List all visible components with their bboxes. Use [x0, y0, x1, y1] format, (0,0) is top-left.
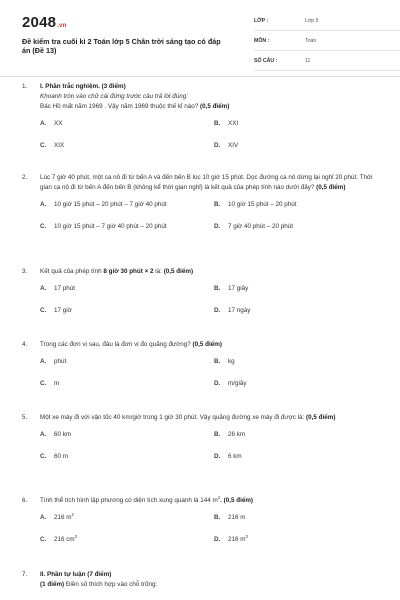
meta-key: SỐ CÂU : [254, 58, 278, 64]
question-6 [22, 496, 382, 553]
question-number: 4. [22, 341, 28, 348]
question-number: 7. [22, 571, 28, 578]
option-c[interactable]: C. 216 $cm^3$ [40, 533, 77, 543]
section-heading: I. Phần trắc nghiệm. (3 điểm) [40, 83, 126, 90]
question-expression: 8 giờ 30 phút × 2 [103, 268, 154, 275]
option-d[interactable]: D. 7 giờ 40 phút – 20 phút [214, 223, 294, 230]
meta-key: LỚP : [254, 18, 269, 24]
meta-row-class [254, 16, 400, 31]
question-5 [22, 413, 382, 470]
option-a[interactable]: A. phút [40, 358, 67, 365]
question-number: 3. [22, 268, 28, 275]
question-points: (0,5 điểm) [163, 268, 194, 275]
question-4 [22, 340, 382, 397]
option-a[interactable]: A. 216 $m^2$ [40, 511, 74, 521]
question-7 [22, 570, 382, 590]
option-a[interactable]: A. 17 phút [40, 285, 76, 292]
question-text: Tính thể tích hình lập phương có diện tích xung quanh là 144 m [40, 497, 218, 504]
meta-value: Lớp 5 [305, 18, 319, 24]
meta-row-count [254, 56, 400, 71]
question-text: Trong các đơn vị sau, đâu là đơn vị đo quãng đường? [40, 341, 191, 348]
exam-meta [254, 16, 400, 76]
question-points: . (0,5 điểm) [220, 497, 254, 504]
option-b[interactable]: B. 26 km [214, 431, 246, 438]
question-points: (0,5 điểm) [192, 341, 222, 348]
answer-options [40, 357, 382, 397]
logo-text: 2048 [22, 14, 57, 31]
answer-options [40, 119, 382, 159]
question-number: 2. [22, 174, 28, 181]
question-number: 1. [22, 83, 28, 90]
option-b[interactable]: B. 10 giờ 15 phút – 20 phút [214, 201, 297, 208]
answer-options [40, 200, 382, 240]
site-logo[interactable] [22, 14, 66, 31]
option-c[interactable]: C. XIX [40, 142, 65, 149]
option-d[interactable]: D. 6 km [214, 453, 242, 460]
meta-value: 11 [305, 58, 311, 64]
question-text: Kết quả của phép tính [40, 268, 104, 275]
option-c[interactable]: C. 60 m [40, 453, 68, 460]
question-2 [22, 173, 382, 240]
meta-key: MÔN : [254, 38, 270, 44]
logo-suffix: .vn [57, 23, 67, 29]
question-text-end: là: [153, 268, 164, 275]
option-b[interactable]: B. kg [214, 358, 235, 365]
question-points: (1 điểm) [40, 581, 65, 588]
question-1 [22, 82, 382, 159]
answer-options [40, 284, 382, 324]
question-points: (0,5 điểm) [316, 184, 346, 191]
option-c[interactable]: C. m [40, 380, 60, 387]
option-d[interactable]: D. 216 $m^3$ [214, 533, 248, 543]
question-number: 5. [22, 414, 28, 421]
option-a[interactable]: A. XX [40, 120, 63, 127]
option-c[interactable]: C. 10 giờ 15 phút – 7 giờ 40 phút – 20 phút [40, 223, 167, 230]
option-d[interactable]: D. XIV [214, 142, 239, 149]
option-d[interactable]: D. 17 ngày [214, 307, 251, 314]
instruction-text: Khoanh tròn vào chữ cái đứng trước câu trả lời đúng: [40, 93, 189, 100]
question-text: Lúc 7 giờ 40 phút, một ca nô đi từ bến A và đến bến B lúc 10 giờ 15 phút. Dọc đường ca nô dừng lại nghỉ 20 phút. Thời gian ca nô đi từ bến A đến bến B (không kể thời gian nghỉ) là kết quả của phép tính nào dưới đây? [40, 174, 373, 191]
question-text: Một xe máy đi với vận tốc 40 km/giờ trong 1 giờ 30 phút. Vậy quãng đường xe máy đi được là: [40, 414, 305, 421]
question-text: Bác Hồ mất năm 1969 . Vậy năm 1969 thuộc thế kỉ nào? [40, 103, 199, 110]
header-divider [0, 76, 400, 77]
option-b[interactable]: B. XXI [214, 120, 239, 127]
answer-options [40, 513, 382, 553]
question-points: (0,5 điểm) [306, 414, 336, 421]
question-3 [22, 267, 382, 324]
exam-title: Đề kiểm tra cuối kì 2 Toán lớp 5 Chân trời sáng tạo có đáp án (Đề 13) [22, 37, 221, 55]
option-b[interactable]: B. 17 giây [214, 285, 249, 292]
meta-row-subject [254, 36, 400, 51]
option-d[interactable]: D. m/giây [214, 380, 247, 387]
exponent: 2 [217, 494, 221, 500]
option-b[interactable]: B. 216 m [214, 514, 246, 521]
section-heading: II. Phần tự luận (7 điểm) [40, 571, 112, 578]
question-text: Điền số thích hợp vào chỗ trống: [64, 581, 158, 588]
option-c[interactable]: C. 17 giờ [40, 307, 72, 314]
question-number: 6. [22, 497, 28, 504]
answer-options [40, 430, 382, 470]
meta-value: Toán [305, 38, 317, 44]
question-points: (0,5 điểm) [199, 103, 230, 110]
page-header [22, 12, 382, 70]
option-a[interactable]: A. 10 giờ 15 phút – 20 phút – 7 giờ 40 phút [40, 201, 167, 208]
option-a[interactable]: A. 60 km [40, 431, 72, 438]
